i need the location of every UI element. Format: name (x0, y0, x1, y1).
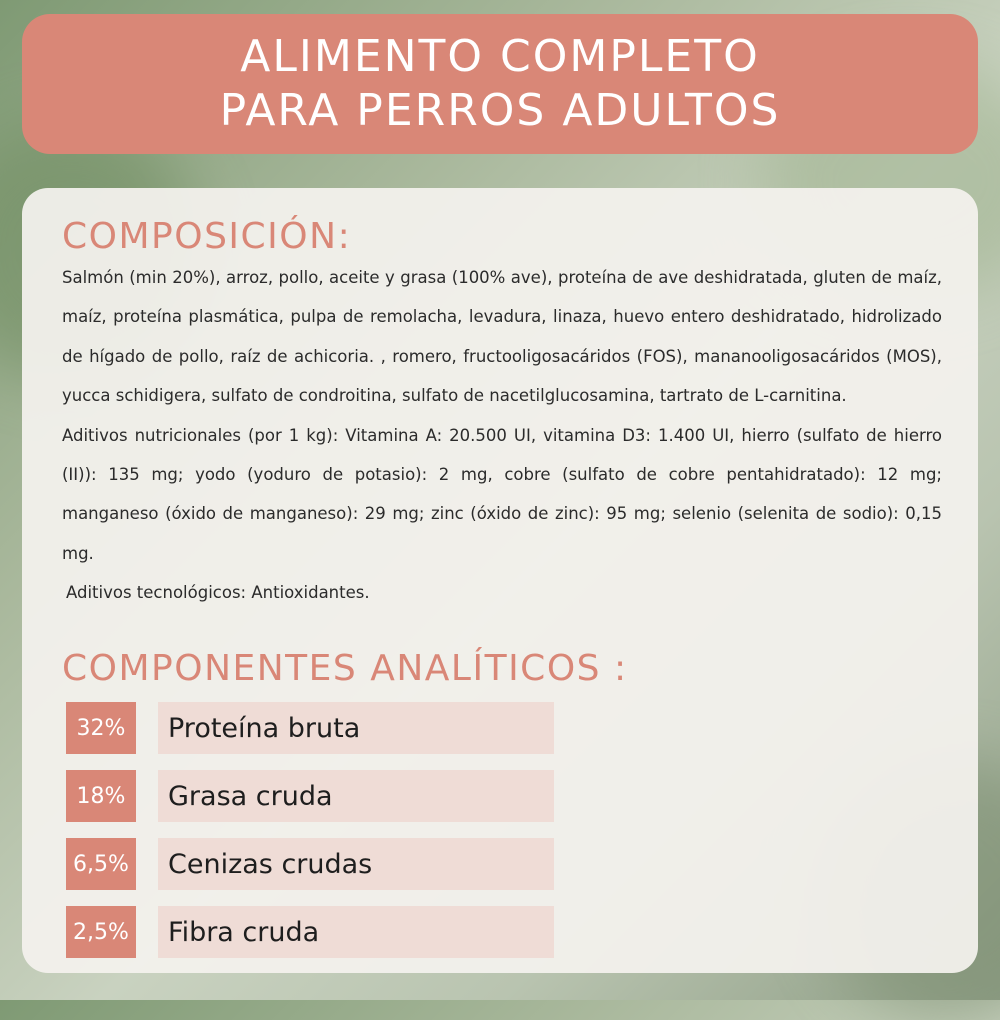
title-line-2: PARA PERROS ADULTOS (219, 85, 781, 136)
analytic-row-ash (66, 838, 556, 890)
percent-badge: 18% (66, 770, 136, 822)
analytic-row-fat (66, 770, 556, 822)
component-label: Proteína bruta (158, 702, 554, 754)
analytic-row-protein (66, 702, 556, 754)
analiticos-heading: COMPONENTES ANALÍTICOS : (62, 648, 628, 689)
technological-additives-paragraph: Aditivos tecnológicos: Antioxidantes. (66, 583, 370, 603)
analytic-row-fiber (66, 906, 556, 958)
composicion-text (62, 258, 942, 613)
nutritional-additives-paragraph: Aditivos nutricionales (por 1 kg): Vitamina A: 20.500 UI, vitamina D3: 1.400 UI, hierro (sulfato de hierro (II)): 135 mg; yodo (yoduro de potasio): 2 mg, cobre (sulfato de cobre pentahidratado): 12 mg; manganeso (óxido de manganeso): 29 mg; zinc (óxido de zinc): 95 mg; selenio (selenita de sodio): 0,15 mg. (62, 425, 942, 563)
content-card (22, 188, 978, 973)
composicion-heading: COMPOSICIÓN: (62, 216, 352, 257)
title-banner (22, 14, 978, 154)
ingredients-paragraph: Salmón (min 20%), arroz, pollo, aceite y grasa (100% ave), proteína de ave deshidratada, gluten de maíz, maíz, proteína plasmática, pulpa de remolacha, levadura, linaza, huevo entero deshidratado, hidrolizado de hígado de pollo, raíz de achicoria. , romero, fructooligosacáridos (FOS), mananooligosacáridos (MOS), yucca schidigera, sulfato de condroitina, sulfato de nacetilglucosamina, tartrato de L-carnitina. (62, 268, 942, 406)
component-label: Grasa cruda (158, 770, 554, 822)
title-line-1: ALIMENTO COMPLETO (240, 31, 760, 82)
analytic-components-list (66, 702, 556, 974)
percent-badge: 6,5% (66, 838, 136, 890)
percent-badge: 2,5% (66, 906, 136, 958)
percent-badge: 32% (66, 702, 136, 754)
component-label: Fibra cruda (158, 906, 554, 958)
component-label: Cenizas crudas (158, 838, 554, 890)
